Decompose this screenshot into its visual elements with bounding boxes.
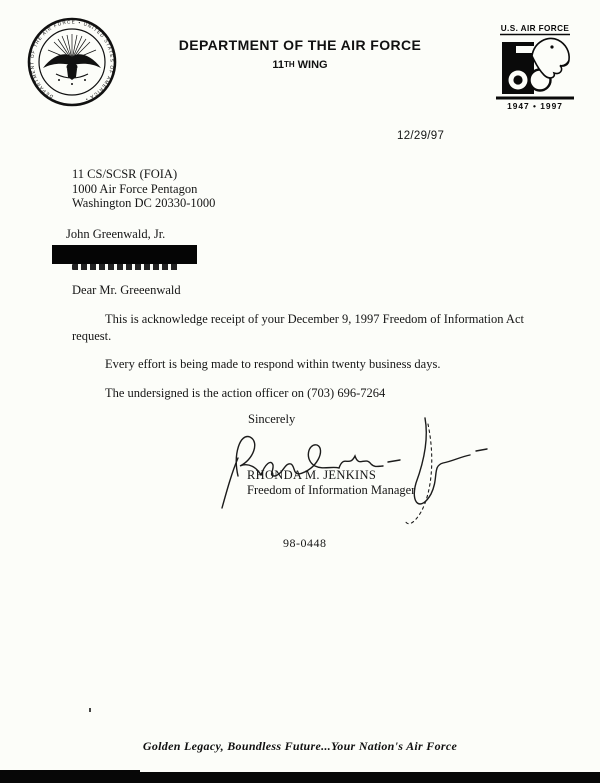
sender-address-line-3: Washington DC 20330-1000	[72, 196, 216, 211]
scan-speck	[89, 708, 91, 712]
sender-address-line-2: 1000 Air Force Pentagon	[72, 181, 198, 196]
paragraph-action-officer: The undersigned is the action officer on (703) 696-7264	[105, 385, 386, 400]
redacted-partial-text	[72, 264, 178, 270]
sender-address-line-1: 11 CS/SCSR (FOIA)	[72, 167, 178, 181]
salutation: Dear Mr. Greeenwald	[72, 283, 181, 297]
signer-title: Freedom of Information Manager	[247, 483, 416, 497]
wing-word: WING	[297, 59, 328, 71]
scan-edge-artifact	[0, 772, 600, 783]
case-number: 98-0448	[283, 536, 327, 550]
closing: Sincerely	[248, 412, 296, 426]
af-50th-anniversary-logo	[492, 22, 578, 114]
recipient-name: John Greenwald, Jr.	[66, 227, 166, 241]
af-50th-anniversary-icon	[492, 22, 578, 114]
date: 12/29/97	[397, 130, 445, 142]
letter-body	[72, 311, 550, 413]
wing-ordinal: TH	[284, 60, 295, 69]
svg-text:U.S. AIR FORCE: U.S. AIR FORCE	[500, 24, 570, 33]
department-title: DEPARTMENT OF THE AIR FORCE	[178, 37, 422, 53]
wing-number: 11	[272, 59, 284, 71]
sender-address	[72, 167, 215, 211]
paragraph-acknowledgement: This is acknowledge receipt of your December 9, 1997 Freedom of Information Act request.	[72, 312, 524, 343]
signer-name: RHONDA M. JENKINS	[247, 468, 377, 482]
paragraph-response-time: Every effort is being made to respond within twenty business days.	[105, 357, 441, 371]
svg-text:1947 • 1997: 1947 • 1997	[507, 101, 563, 111]
svg-text:DEPARTMENT OF THE AIR FORCE •: DEPARTMENT OF THE AIR FORCE • UNITED STATES OF AMERICA •	[29, 19, 115, 103]
redaction-bar	[52, 245, 197, 264]
footer-motto: Golden Legacy, Boundless Future...Your Nation's Air Force	[142, 739, 458, 753]
